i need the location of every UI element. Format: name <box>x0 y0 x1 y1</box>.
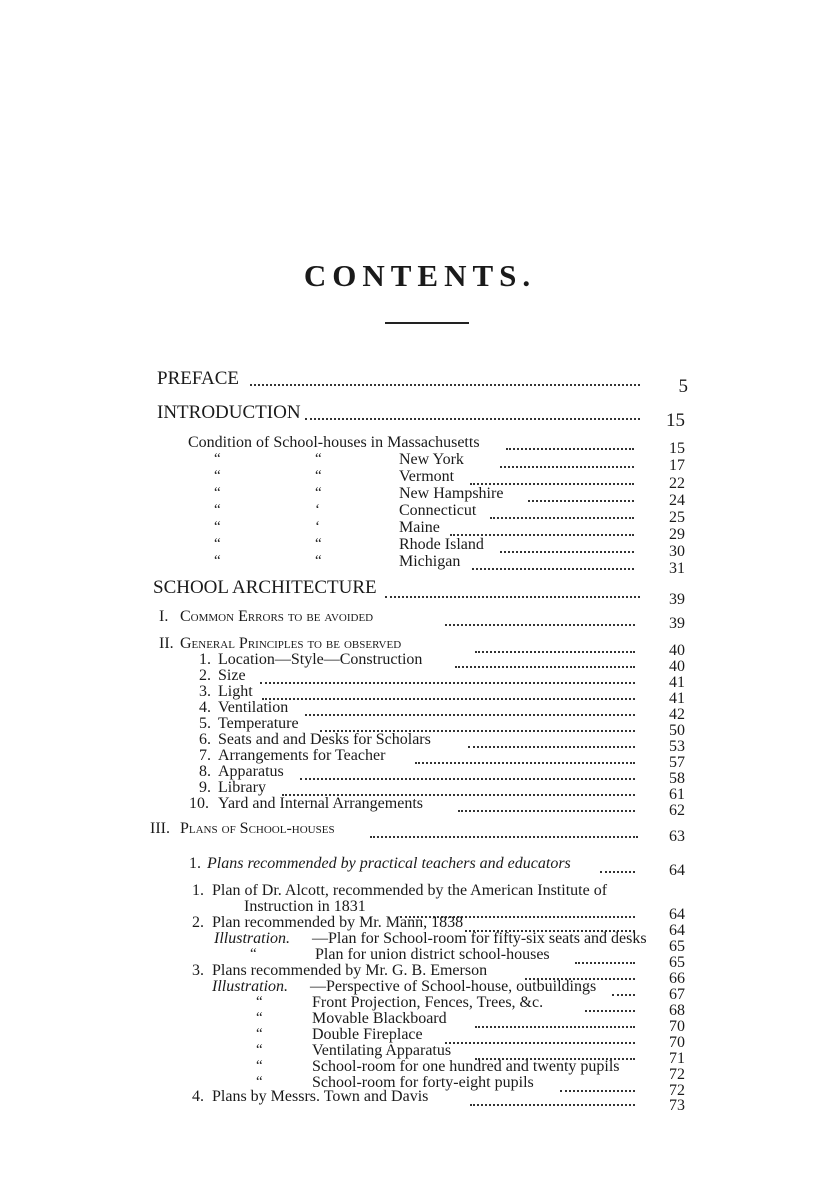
toc-entry-illustration: —Perspective of School-house, outbuildings <box>310 978 597 995</box>
leader-dots <box>475 1026 635 1028</box>
page-number: 62 <box>669 802 685 819</box>
ditto-mark: “ <box>250 946 257 962</box>
toc-entry-illustration: Double Fireplace <box>312 1026 423 1043</box>
leader-dots <box>370 836 638 838</box>
ditto-mark: “ <box>214 485 221 501</box>
ditto-mark: “ <box>315 451 322 467</box>
page-number: 41 <box>669 690 685 707</box>
ditto-mark: “ <box>214 536 221 552</box>
page-number: 64 <box>669 862 685 879</box>
page-number: 5 <box>678 376 688 397</box>
leader-dots <box>470 1104 635 1106</box>
page-number: 17 <box>669 457 685 474</box>
page-number: 58 <box>669 770 685 787</box>
leader-dots <box>560 1090 635 1092</box>
ditto-mark: ‘ <box>315 519 320 535</box>
leader-dots <box>468 746 635 748</box>
leader-dots <box>612 994 635 996</box>
leader-dots <box>528 500 634 502</box>
toc-entry-state: Rhode Island <box>399 536 484 553</box>
toc-entry-principle: Size <box>218 667 246 684</box>
toc-entry-condition: Condition of School-houses in Massachusetts <box>188 434 480 451</box>
leader-dots <box>506 448 634 450</box>
ditto-mark: “ <box>256 1074 263 1090</box>
toc-entry-illustration: Movable Blackboard <box>312 1010 447 1027</box>
ditto-mark: “ <box>256 1058 263 1074</box>
leader-dots <box>262 698 635 700</box>
leader-dots <box>458 810 635 812</box>
page-number: 65 <box>669 938 685 955</box>
toc-entry-principle: Location—Style—Construction <box>218 651 423 668</box>
page-number: 31 <box>669 560 685 577</box>
illustration-label: Illustration. <box>212 978 289 995</box>
toc-entry-principle: Apparatus <box>218 763 284 780</box>
ditto-mark: “ <box>214 468 221 484</box>
page-number: 30 <box>669 543 685 560</box>
page-number: 64 <box>669 922 685 939</box>
title-rule <box>385 322 469 324</box>
toc-entry-illustration: School-room for one hundred and twenty pupils <box>312 1058 620 1075</box>
section-number: II. <box>159 635 174 652</box>
item-number: 7. <box>199 747 211 764</box>
ditto-mark: “ <box>256 1010 263 1026</box>
page-number: 42 <box>669 706 685 723</box>
toc-entry-alcott-cont: Instruction in 1831 <box>244 898 366 915</box>
leader-dots <box>455 666 635 668</box>
page-number: 39 <box>669 591 685 608</box>
toc-entry-emerson: Plans recommended by Mr. G. B. Emerson <box>212 962 488 979</box>
page-number: 22 <box>669 475 685 492</box>
leader-dots <box>445 1042 635 1044</box>
leader-dots <box>250 384 640 386</box>
page-number: 73 <box>669 1097 685 1114</box>
item-number: 3. <box>192 962 204 979</box>
toc-entry-school-architecture: SCHOOL ARCHITECTURE <box>153 577 377 598</box>
page-number: 39 <box>669 615 685 632</box>
page-number: 53 <box>669 738 685 755</box>
page-number: 64 <box>669 906 685 923</box>
item-number: 1. <box>199 651 211 668</box>
page-number: 63 <box>669 828 685 845</box>
page-number: 41 <box>669 674 685 691</box>
ditto-mark: “ <box>214 553 221 569</box>
leader-dots <box>500 466 634 468</box>
leader-dots <box>600 871 635 873</box>
leader-dots <box>300 778 635 780</box>
page-number: 40 <box>669 642 685 659</box>
toc-entry-common-errors: Common Errors to be avoided <box>180 608 374 625</box>
toc-entry-principle: Seats and and Desks for Scholars <box>218 731 431 748</box>
page-number: 65 <box>669 954 685 971</box>
page-number: 70 <box>669 1034 685 1051</box>
ditto-mark: “ <box>315 536 322 552</box>
toc-entry-illustration: Plan for union district school-houses <box>315 946 550 963</box>
leader-dots <box>415 762 635 764</box>
toc-entry-principle: Yard and Internal Arrangements <box>218 795 423 812</box>
leader-dots <box>475 651 635 653</box>
page-number: 15 <box>669 440 685 457</box>
ditto-mark: “ <box>315 485 322 501</box>
leader-dots <box>575 962 635 964</box>
item-number: 3. <box>199 683 211 700</box>
toc-entry-principle: Library <box>218 779 266 796</box>
toc-entry-state: Michigan <box>399 553 461 570</box>
leader-dots <box>472 568 634 570</box>
toc-entry-preface: PREFACE <box>157 368 240 389</box>
ditto-mark: “ <box>315 553 322 569</box>
toc-entry-introduction: INTRODUCTION <box>157 402 301 423</box>
toc-entry-alcott: Plan of Dr. Alcott, recommended by the American Institute of <box>212 882 608 899</box>
item-number: 1. <box>192 882 204 899</box>
toc-entry-mann: Plan recommended by Mr. Mann, 1838 <box>212 914 464 931</box>
toc-entry-state: New Hampshire <box>399 485 504 502</box>
toc-entry-illustration: —Plan for School-room for fifty-six seats and desks <box>312 930 647 947</box>
item-number: 4. <box>192 1088 204 1105</box>
leader-dots <box>260 682 635 684</box>
toc-entry-state: Vermont <box>399 468 455 485</box>
leader-dots <box>490 517 634 519</box>
page-number: 70 <box>669 1018 685 1035</box>
item-number: 1. <box>189 855 201 872</box>
page-number: 29 <box>669 526 685 543</box>
toc-entry-plans: Plans of School-houses <box>180 820 335 837</box>
leader-dots <box>585 1010 635 1012</box>
toc-entry-plans-recommended: Plans recommended by practical teachers and educators <box>207 855 571 872</box>
item-number: 10. <box>189 795 209 812</box>
page-number: 25 <box>669 509 685 526</box>
leader-dots <box>500 551 634 553</box>
toc-entry-state: New York <box>399 451 464 468</box>
leader-dots <box>305 418 640 420</box>
ditto-mark: “ <box>214 519 221 535</box>
page-number: 72 <box>669 1066 685 1083</box>
toc-entry-illustration: School-room for forty-eight pupils <box>312 1074 534 1091</box>
item-number: 6. <box>199 731 211 748</box>
page-title: CONTENTS. <box>303 258 537 293</box>
toc-entry-principle: Temperature <box>218 715 299 732</box>
page-number: 67 <box>669 986 685 1003</box>
page-number: 68 <box>669 1002 685 1019</box>
item-number: 4. <box>199 699 211 716</box>
toc-entry-principle: Ventilation <box>218 699 289 716</box>
toc-entry-principle: Arrangements for Teacher <box>218 747 386 764</box>
ditto-mark: ‘ <box>315 502 320 518</box>
page-number: 24 <box>669 492 685 509</box>
ditto-mark: “ <box>214 502 221 518</box>
toc-entry-illustration: Ventilating Apparatus <box>312 1042 452 1059</box>
item-number: 2. <box>192 914 204 931</box>
toc-entry-town-davis: Plans by Messrs. Town and Davis <box>212 1088 429 1105</box>
item-number: 9. <box>199 779 211 796</box>
page-number: 40 <box>669 658 685 675</box>
section-number: III. <box>150 820 170 837</box>
ditto-mark: “ <box>256 994 263 1010</box>
leader-dots <box>305 714 635 716</box>
ditto-mark: “ <box>256 1026 263 1042</box>
page-number: 57 <box>669 754 685 771</box>
leader-dots <box>445 624 635 626</box>
toc-entry-state: Connecticut <box>399 502 477 519</box>
page-number: 50 <box>669 722 685 739</box>
ditto-mark: “ <box>315 468 322 484</box>
ditto-mark: “ <box>214 451 221 467</box>
page-number: 61 <box>669 786 685 803</box>
item-number: 2. <box>199 667 211 684</box>
leader-dots <box>385 596 640 598</box>
toc-entry-illustration: Front Projection, Fences, Trees, &c. <box>312 994 544 1011</box>
toc-entry-principle: Light <box>218 683 253 700</box>
toc-entry-state: Maine <box>399 519 440 536</box>
toc-entry-general-principles: General Principles to be observed <box>180 635 402 652</box>
item-number: 8. <box>199 763 211 780</box>
illustration-label: Illustration. <box>214 930 291 947</box>
page-number: 72 <box>669 1082 685 1099</box>
page-number: 15 <box>666 410 685 431</box>
page-number: 66 <box>669 970 685 987</box>
section-number: I. <box>159 608 169 625</box>
item-number: 5. <box>199 715 211 732</box>
page-number: 71 <box>669 1050 685 1067</box>
ditto-mark: “ <box>256 1042 263 1058</box>
